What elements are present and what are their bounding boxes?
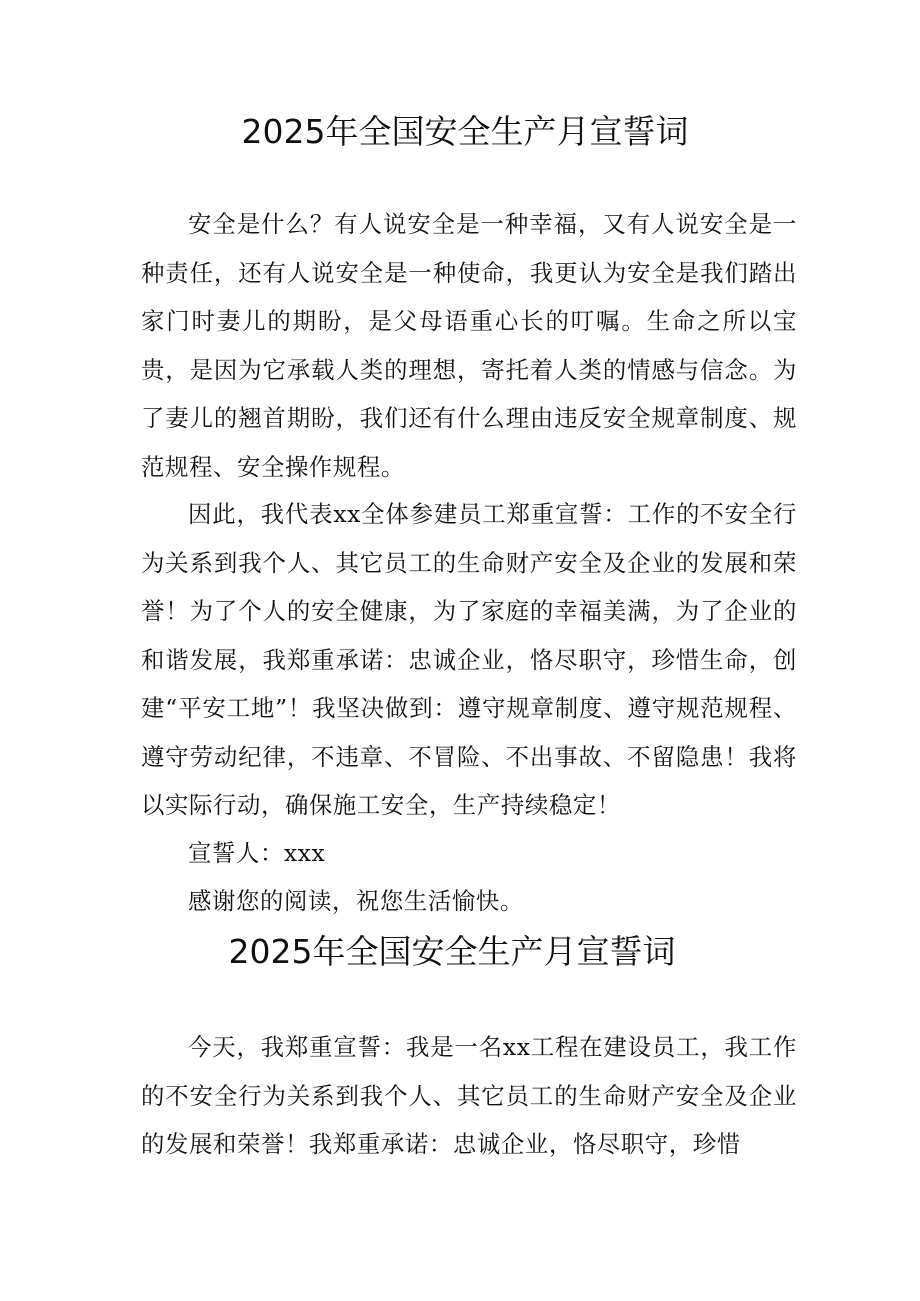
body-paragraph: 因此，我代表xx全体参建员工郑重宣誓：工作的不安全行为关系到我个人、其它员工的生命财产安全及企业的发展和荣誉！为了个人的安全健康，为了家庭的幸福美满，为了企业的和谐发展，我郑重承诺：忠诚企业，恪尽职守，珍惜生命，创建“平安工地”！我坚决做到：遵守规章制度、遵守规范规程、遵守劳动纪律，不违章、不冒险、不出事故、不留隐患！我将以实际行动，确保施工安全，生产持续稳定！ [141,500,797,819]
document-title: 2025年全国安全生产月宣誓词 [241,112,689,151]
body-paragraph: 今天，我郑重宣誓：我是一名xx工程在建设员工，我工作的不安全行为关系到我个人、其它员工的生命财产安全及企业的发展和荣誉！我郑重承诺：忠诚企业，恪尽职守，珍惜 [141,1033,797,1158]
closing-line: 感谢您的阅读，祝您生活愉快。 [188,887,524,915]
pledger-line: 宣誓人：xxx [188,839,326,867]
body-paragraph: 安全是什么？有人说安全是一种幸福，又有人说安全是一种责任，还有人说安全是一种使命，我更认为安全是我们踏出家门时妻儿的期盼，是父母语重心长的叮嘱。生命之所以宝贵，是因为它承载人类的理想，寄托着人类的情感与信念。为了妻儿的翘首期盼，我们还有什么理由违反安全规章制度、规范规程、安全操作规程。 [141,210,797,481]
document-title: 2025年全国安全生产月宣誓词 [228,932,676,971]
